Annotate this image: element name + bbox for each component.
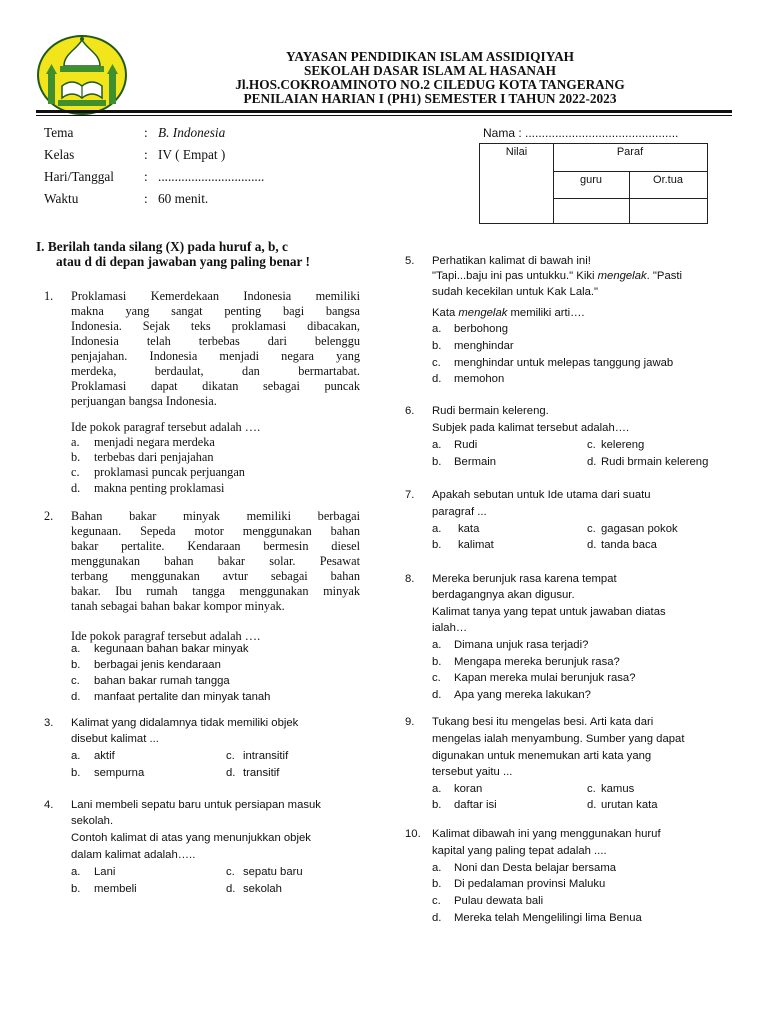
info-label: Tema <box>44 125 74 140</box>
option-text: proklamasi puncak perjuangan <box>94 465 245 479</box>
info-label: Kelas <box>44 147 75 162</box>
question-number: 6. <box>405 405 415 417</box>
option-letter[interactable]: c. <box>432 672 441 684</box>
option-letter[interactable]: b. <box>432 878 442 890</box>
info-label: Hari/Tanggal <box>44 169 114 184</box>
option-text: Mengapa mereka berunjuk rasa? <box>454 656 620 668</box>
q9-line: Tukang besi itu mengelas besi. Arti kata dari <box>432 716 654 728</box>
option-text: Di pedalaman provinsi Maluku <box>454 878 606 890</box>
option-letter[interactable]: b. <box>71 883 81 895</box>
q2-question: Ide pokok paragraf tersebut adalah …. <box>71 629 261 643</box>
grade-nilai-header: Nilai <box>505 146 528 158</box>
option-text: kelereng <box>601 439 645 451</box>
q3-line: Kalimat yang didalamnya tidak memiliki objek <box>71 717 299 729</box>
q2-para-line: bakar pertalite. Kendaraan bermesin diesel <box>71 539 360 553</box>
option-text: gagasan pokok <box>601 523 678 535</box>
q1-para-line: Indonesia telah terbebas dari belenggu <box>71 334 360 348</box>
option-text: kegunaan bahan bakar minyak <box>94 643 249 655</box>
q8-line: berdagangnya akan digusur. <box>432 589 575 601</box>
option-text: Mereka telah Mengelilingi lima Benua <box>454 912 642 924</box>
q6-line: Rudi bermain kelereng. <box>432 405 549 417</box>
school-logo <box>36 34 128 116</box>
info-label: Waktu <box>44 191 79 206</box>
option-text: terbebas dari penjajahan <box>94 450 214 464</box>
option-letter[interactable]: c. <box>587 523 596 535</box>
info-value[interactable]: ................................ <box>158 169 265 184</box>
header-rule-thick <box>36 110 732 113</box>
option-text: Bermain <box>454 456 497 468</box>
option-letter[interactable]: a. <box>71 435 80 449</box>
option-letter[interactable]: b. <box>71 767 81 779</box>
option-letter[interactable]: c. <box>71 675 80 687</box>
option-letter[interactable]: c. <box>587 439 596 451</box>
question-number: 1. <box>44 289 54 303</box>
option-text: Dimana unjuk rasa terjadi? <box>454 639 589 651</box>
school-name: SEKOLAH DASAR ISLAM AL HASANAH <box>304 63 556 78</box>
q7-line: Apakah sebutan untuk Ide utama dari suatu <box>432 489 651 501</box>
q8-line: ialah… <box>432 622 468 634</box>
q1-para-line: Proklamasi Kemerdekaan Indonesia memiliki <box>71 289 360 303</box>
option-letter[interactable]: c. <box>432 895 441 907</box>
option-text: sepatu baru <box>243 866 303 878</box>
q1-para-line: Indonesia. Sejak teks proklamasi dibacakan, <box>71 319 360 333</box>
option-letter[interactable]: b. <box>432 456 442 468</box>
option-text: manfaat pertalite dan minyak tanah <box>94 691 271 703</box>
option-letter[interactable]: b. <box>432 539 442 551</box>
option-letter[interactable]: b. <box>432 656 442 668</box>
option-text: Rudi <box>454 439 478 451</box>
info-value: 60 menit. <box>158 191 209 206</box>
info-colon: : <box>144 169 148 184</box>
q2-para-last: tanah sebagai bahan bakar kompor minyak. <box>71 599 285 613</box>
option-letter[interactable]: a. <box>71 866 81 878</box>
q4-line: Contoh kalimat di atas yang menunjukkan objek <box>71 832 311 844</box>
q5-quote-line: "Tapi...baju ini pas untukku." Kiki mengelak. "Pasti <box>432 270 683 282</box>
option-letter[interactable]: d. <box>226 883 236 895</box>
q5-question: Kata mengelak memiliki arti…. <box>432 307 585 319</box>
option-letter[interactable]: d. <box>432 912 442 924</box>
option-text: menghindar <box>454 340 514 352</box>
question-number: 2. <box>44 509 54 523</box>
option-letter[interactable]: d. <box>432 689 442 701</box>
q1-para-line: makna yang sangat penting bagi bangsa <box>71 304 360 318</box>
grade-table <box>479 143 708 224</box>
option-text: aktif <box>94 750 115 762</box>
question-number: 9. <box>405 716 415 728</box>
question-number: 4. <box>44 799 54 811</box>
instruction-line-1: I. Berilah tanda silang (X) pada huruf a, b, c <box>36 239 288 254</box>
q1-question: Ide pokok paragraf tersebut adalah …. <box>71 420 261 434</box>
grade-ortua-header: Or.tua <box>653 174 683 186</box>
q2-para-line: bakar. Ibu rumah tangga menggunakan minyak <box>71 584 360 598</box>
q2-para-line: menggunakan bahan bakar solar. Pesawat <box>71 554 360 568</box>
option-text: urutan kata <box>601 799 658 811</box>
q1-para-line: merdeka, berdaulat, dan bermartabat. <box>71 364 360 378</box>
q10-line: Kalimat dibawah ini yang menggunakan huruf <box>432 828 661 840</box>
option-text: Lani <box>94 866 116 878</box>
option-letter[interactable]: c. <box>71 465 80 479</box>
option-text: membeli <box>94 883 137 895</box>
q10-line: kapital yang paling tepat adalah .... <box>432 845 607 857</box>
q3-line: disebut kalimat ... <box>71 733 159 745</box>
option-text: Apa yang mereka lakukan? <box>454 689 591 701</box>
option-letter[interactable]: a. <box>71 750 81 762</box>
info-value: IV ( Empat ) <box>158 147 226 162</box>
info-value: B. Indonesia <box>158 125 226 140</box>
option-text: Noni dan Desta belajar bersama <box>454 862 617 874</box>
info-colon: : <box>144 125 148 140</box>
option-letter[interactable]: c. <box>432 357 441 369</box>
option-text: makna penting proklamasi <box>94 481 225 495</box>
option-letter[interactable]: b. <box>432 799 442 811</box>
option-letter[interactable]: a. <box>432 783 442 795</box>
q7-line: paragraf ... <box>432 506 487 518</box>
grade-paraf-header: Paraf <box>616 146 644 158</box>
school-address: Jl.HOS.COKROAMINOTO NO.2 CILEDUG KOTA TANGERANG <box>235 77 625 92</box>
option-text: kalimat <box>458 539 494 551</box>
option-text: kamus <box>601 783 635 795</box>
option-text: menjadi negara merdeka <box>94 435 215 449</box>
option-text: tanda baca <box>601 539 657 551</box>
q1-para-line: Proklamasi dapat dikatan sebagai puncak <box>71 379 360 393</box>
exam-title: PENILAIAN HARIAN I (PH1) SEMESTER I TAHUN 2022-2023 <box>243 91 617 106</box>
option-letter[interactable]: a. <box>432 439 442 451</box>
option-text: Pulau dewata bali <box>454 895 544 907</box>
info-colon: : <box>144 147 148 162</box>
question-number: 5. <box>405 255 415 267</box>
option-letter[interactable]: b. <box>432 340 442 352</box>
option-text: Rudi brmain kelereng <box>601 456 709 468</box>
option-letter[interactable]: d. <box>587 456 597 468</box>
q6-line: Subjek pada kalimat tersebut adalah…. <box>432 422 630 434</box>
option-text: memohon <box>454 373 505 385</box>
name-field[interactable]: Nama : .............................................. <box>483 126 679 140</box>
question-number: 7. <box>405 489 415 501</box>
option-letter[interactable]: d. <box>226 767 236 779</box>
q4-line: Lani membeli sepatu baru untuk persiapan masuk <box>71 799 321 811</box>
instruction-line-2: atau d di depan jawaban yang paling benar ! <box>56 254 310 269</box>
question-number: 10. <box>405 828 421 840</box>
q5-line: Perhatikan kalimat di bawah ini! <box>432 255 591 267</box>
info-colon: : <box>144 191 148 206</box>
option-text: sempurna <box>94 767 145 779</box>
q2-para-line: terbang menggunakan avtur sebagai bahan <box>71 569 360 583</box>
q1-para-line: penjajahan. Indonesia menjadi negara yang <box>71 349 360 363</box>
q2-para-line: Bahan bakar minyak memiliki berbagai <box>71 509 360 523</box>
option-text: bahan bakar rumah tangga <box>94 675 230 687</box>
option-text: intransitif <box>243 750 289 762</box>
foundation-name: YAYASAN PENDIDIKAN ISLAM ASSIDIQIYAH <box>285 49 575 64</box>
option-letter[interactable]: d. <box>71 691 81 703</box>
option-letter[interactable]: c. <box>587 783 596 795</box>
question-number: 8. <box>405 573 415 585</box>
option-letter[interactable]: b. <box>71 450 81 464</box>
header-rule-thin <box>36 115 732 116</box>
option-letter[interactable]: a. <box>432 323 442 335</box>
option-text: Kapan mereka mulai berunjuk rasa? <box>454 672 636 684</box>
option-text: kata <box>458 523 480 535</box>
option-letter[interactable]: b. <box>71 659 81 671</box>
q4-line: dalam kalimat adalah….. <box>71 849 196 861</box>
option-letter[interactable]: d. <box>587 539 597 551</box>
option-letter[interactable]: a. <box>432 639 442 651</box>
q9-line: tersebut yaitu ... <box>432 766 513 778</box>
q5-line: sudah kecekilan untuk Kak Lala." <box>432 286 599 298</box>
option-letter[interactable]: a. <box>432 862 442 874</box>
option-letter[interactable]: a. <box>71 643 81 655</box>
grade-guru-header: guru <box>579 174 603 186</box>
option-text: koran <box>454 783 483 795</box>
option-letter[interactable]: d. <box>71 481 81 495</box>
option-text: berbagai jenis kendaraan <box>94 659 221 671</box>
q8-line: Kalimat tanya yang tepat untuk jawaban diatas <box>432 606 666 618</box>
option-text: daftar isi <box>454 799 497 811</box>
option-text: transitif <box>243 767 280 779</box>
q1-para-last: perjuangan bangsa Indonesia. <box>71 394 217 408</box>
q8-line: Mereka berunjuk rasa karena tempat <box>432 573 617 585</box>
q2-para-line: kegunaan. Sepeda motor menggunakan bahan <box>71 524 360 538</box>
option-letter[interactable]: d. <box>432 373 442 385</box>
question-number: 3. <box>44 717 54 729</box>
q9-line: digunakan untuk menemukan arti kata yang <box>432 750 652 762</box>
option-text: sekolah <box>243 883 282 895</box>
q4-line: sekolah. <box>71 815 114 827</box>
option-letter[interactable]: a. <box>432 523 442 535</box>
option-letter[interactable]: c. <box>226 866 235 878</box>
option-text: menghindar untuk melepas tanggung jawab <box>454 357 674 369</box>
option-letter[interactable]: d. <box>587 799 597 811</box>
option-text: berbohong <box>454 323 509 335</box>
option-letter[interactable]: c. <box>226 750 235 762</box>
q9-line: mengelas ialah menyambung. Sumber yang dapat <box>432 733 685 745</box>
